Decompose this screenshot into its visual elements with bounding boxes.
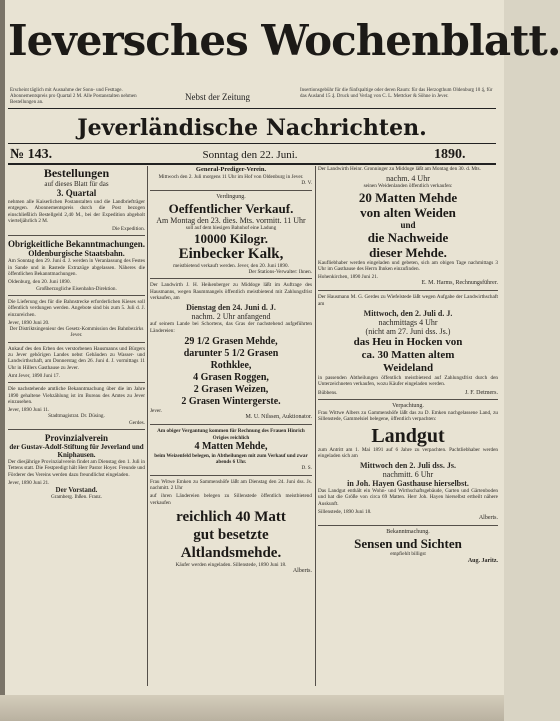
heu-when: Dienstag den 24. Juni d. J. xyxy=(186,303,276,313)
bahn-office: Der Distriktsingenieur des Gesetz-Kommission des Bahnbezirks Jever. xyxy=(9,326,144,339)
bauer-note: (nicht am 27. Juni dss. Js.) xyxy=(365,327,451,337)
verkauf-title: Oeffentlicher Verkauf. xyxy=(168,200,294,216)
gronn-body: Der Landwirth Heinr. Gronninger zu Middoge läßt am Montag den 30. d. Mts. xyxy=(318,166,481,172)
bauer-body: Der Hausmann M. G. Gerdes zu Wiefelstede läßt wegen Aufgabe der Landwirthschaft am xyxy=(318,294,498,307)
verkauf-body: soll auf dem hiesigen Bahnhof eine Ladung xyxy=(185,224,277,231)
emsen-big: Altlandsmehde. xyxy=(180,544,282,561)
provinz-body: Der diesjährige Provinzialverein findet am Dienstag den 1. Juli in Tettens statt. Die Festpredigt hält Herr Pastor Hoyer. Freunde und Förderer des Vereins werden dazu freundlichst eingeladen. xyxy=(8,459,145,478)
provinz-names: Gramberg. Ihßen. Franz. xyxy=(50,494,103,501)
separator xyxy=(318,290,498,291)
separator xyxy=(8,429,145,430)
issue-year: 1890. xyxy=(434,147,466,162)
bekannt-body: empfiehlt billigst xyxy=(390,551,426,558)
verpacht-when: Mittwoch den 2. Juli dss. Js. xyxy=(359,461,456,471)
naechste-signature: D. S. xyxy=(301,465,312,472)
verpacht-place: in Joh. Hayen Gasthause hierselbst. xyxy=(347,479,469,489)
gronn-body2: seinen Weidenlanden öffentlich verkaufen: xyxy=(363,183,453,190)
emsen-body: Frau Witwe Emken zu Sammenshöfe läßt am Dienstag den 24. Juni dss. Js. nachmitt. 2 Uhr xyxy=(150,478,312,492)
separator xyxy=(318,525,498,526)
provinz-subtitle: der Gustav-Adolf-Stiftung für Jeverland und Kniphausen. xyxy=(9,443,144,460)
bekannt-title: Bekanntmachung. xyxy=(386,529,430,536)
gronn-time: nachm. 4 Uhr xyxy=(386,174,430,184)
separator xyxy=(8,342,145,343)
heu-body2: auf seinem Lande bei Schortens, das Gras der nachstehend aufgeführten Ländereien: xyxy=(150,321,312,334)
emsen-tail: Käufer werden eingeladen. Sillenstede, 1890 Juni 18. xyxy=(175,561,287,568)
naechste-tail: beim Weizenfeld belegen, in Abtheilungen mit zum Verkauf und zwar abends 6 Uhr. xyxy=(154,452,308,466)
verpacht-body2: zum Antritt am 1. Mai 1891 auf 6 Jahre zu verpachten. Pachtliebhaber werden eingeladen sich am xyxy=(318,446,498,459)
column-2 xyxy=(150,166,312,686)
masthead-subtitle: Jeverländische Nachrichten. xyxy=(77,115,427,141)
verein-body: Mittwoch den 2. Juli morgens 11 Uhr im Hof von Oldenburg in Jever. xyxy=(158,174,304,180)
bestellungen-lead: auf dieses Blatt für das xyxy=(44,180,109,188)
verein-signature: D. V. xyxy=(301,180,312,187)
heu-time: nachm. 2 Uhr anfangend xyxy=(191,312,271,322)
issue-rule-top xyxy=(8,143,496,144)
gronn-big: 20 Matten Mehde xyxy=(358,189,458,205)
publish-body: Die nachstehende amtliche Bekanntmachung über die im Jahre 1890 gehaltene Viehzählung ist im Bureau des Amtes zu Jever einzusehen. xyxy=(8,386,145,405)
gronn-big: und xyxy=(400,219,416,230)
verpacht-time: nachmitt. 6 Uhr xyxy=(382,470,434,480)
publish-office: Stadtmagistrat. Dr. Düsing. xyxy=(48,413,105,420)
separator xyxy=(8,235,145,236)
obrig-subtitle: Oldenburgische Staatsbahn. xyxy=(28,249,125,259)
heu-signature: M. U. Nilssen, Auktionator. xyxy=(245,414,312,421)
gronn-signature: E. M. Harms, Rechnungsführer. xyxy=(421,280,498,287)
bekannt-big: Sensen und Sichten xyxy=(354,536,462,552)
bestellungen-quarter: 3. Quartal xyxy=(56,188,97,198)
heu-line: Rothklee, xyxy=(210,359,252,371)
auction-body: Ankauf des den Erben des verstorbenen Hausmanns und Bürgers zu Jever gehörigen Landes nebst Gebäuden zu Wasser- und Landwirthschaft, am Donnerstag den 26. Juni d. J. vormittags 11 Uhr in Hillers Gasthause zu Jever. xyxy=(8,345,145,371)
verdingung: Verdingung. xyxy=(216,193,246,200)
column-divider xyxy=(315,166,316,686)
verpacht-body3: Das Landgut enthält ein Wohn- und Wirthschaftsgebäude, Garten und Gärtenboden und hat die Größe von circa 69 Matten. Herr Joh. Hayen hierselbst ertheilt nähere Auskunft. xyxy=(318,488,498,507)
page-bottom-edge xyxy=(0,695,504,721)
verkauf-amount: 10000 Kilogr. xyxy=(194,230,268,246)
page-binding-edge xyxy=(0,0,5,721)
heu-line: 4 Grasen Roggen, xyxy=(193,371,269,383)
provinz-office: Der Vorstand. xyxy=(55,486,98,495)
auction-signature: Amt Jever, 1890 Juni 17. xyxy=(8,372,60,379)
masthead-nebst: Nebst der Zeitung xyxy=(185,92,250,102)
masthead-left-note: Erscheint täglich mit Ausnahme der Sonn- und Festtage. Abonnementspreis pro Quartal 2 M. Alle Postanstalten nehmen Bestellungen an. xyxy=(10,88,137,105)
verpacht-date: Sillenstede, 1890 Juni 18. xyxy=(318,509,372,516)
bauer-place: Bübbens. xyxy=(318,389,338,396)
obrig-signature: Großherzogliche Eisenbahn-Direktion. xyxy=(36,285,117,292)
verpacht-title: Verpachtung. xyxy=(392,402,424,409)
bauer-time: nachmittags 4 Uhr xyxy=(378,318,438,328)
separator xyxy=(8,295,145,296)
gronn-big: von alten Weiden xyxy=(360,204,456,220)
verkauf-tail: meistbietend verkauft werden. Jever, den 20. Juni 1890. xyxy=(173,262,289,269)
obrig-body: Am Sonntag den 29. Juni d. J. werden in Veranlassung des Festes in Sande und in Rastede Extrazüge abgelassen. Näheres die öffentlichen Bekanntmachungen. xyxy=(8,258,145,278)
gronn-body3: Kaufliebhaber werden eingeladen und gebeten, sich am obigen Tage nachmittags 3 Uhr im Gasthause des Herrn Ihnken einzufinden. xyxy=(318,259,498,272)
verpacht-big: Landgut xyxy=(371,424,445,447)
verkauf-signature: Der Stations-Verwalter: Ihnen. xyxy=(248,269,312,276)
verpacht-body: Frau Wittwe Albers zu Gammenshöfe läßt das zu D. Emken nachgelassene Land, zu Sillenstede, Gammelsiel belegene, öffentlich verpachten: xyxy=(318,409,498,423)
masthead-title: Ieversches Wochenblatt. xyxy=(8,16,560,65)
heu-line: 2 Grasen Weizen, xyxy=(193,383,269,395)
emsen-big: reichlich 40 Matt xyxy=(176,508,286,525)
issue-date: Sonntag den 22. Juni. xyxy=(202,149,298,161)
obrig-date: Oldenburg, den 20. Juni 1890. xyxy=(8,279,71,286)
bauer-when: Mittwoch, den 2. Juli d. J. xyxy=(363,309,453,319)
provinz-title: Provinzialverein xyxy=(44,433,109,444)
bauer-body2: in passenden Abtheilungen öffentlich meistbietend auf Zahlungsfrist durch den Unterzeichneten verkaufen, wozu Käufer eingeladen werden. xyxy=(318,375,498,388)
verpacht-signature: Alberts. xyxy=(478,515,498,522)
provinz-signature: Jever, 1890 Juni 21. xyxy=(8,479,50,486)
separator xyxy=(8,382,145,383)
bauer-big: das Heu in Hocken von xyxy=(353,336,463,349)
separator xyxy=(150,424,312,425)
column-1 xyxy=(8,166,145,686)
bestellungen-signature: Die Expedition. xyxy=(112,226,145,233)
separator xyxy=(150,278,312,279)
issue-number: № 143. xyxy=(10,147,53,162)
gronn-big: die Nachweide xyxy=(367,229,449,245)
verkauf-item: Einbecker Kalk, xyxy=(178,245,284,262)
bauer-footer xyxy=(318,390,498,396)
heu-body: Der Landwirth J. H. Heikenberger zu Middoge läßt im Auftrage des Hausmanns, wegen Raummangels öffentlich meistbietend mit Zahlungsfrist verkaufen, am xyxy=(150,282,312,302)
heu-line: 29 1/2 Grasen Mehde, xyxy=(184,335,278,347)
column-divider xyxy=(147,166,148,686)
bauer-big: Weideland xyxy=(382,362,434,375)
separator xyxy=(150,190,312,191)
naechste-amount: 4 Matten Mehde, xyxy=(194,440,268,452)
publish-signature: Jever, 1890 Juni 11. xyxy=(8,407,50,414)
separator xyxy=(150,475,312,476)
bahn-signature: Jever, 1890 Juni 20. xyxy=(8,319,50,326)
emsen-signature: Alberts. xyxy=(292,568,312,575)
gronn-big: dieser Mehde. xyxy=(369,244,447,260)
heu-line: 2 Grasen Wintergerste. xyxy=(181,395,281,407)
publish-gerdes: Gerdes. xyxy=(129,419,145,426)
bahn-body: Die Lieferung des für die Bahnstrecke erforderlichen Kieses soll öffentlich verdungen werden. Angebote sind bis zum 5. Juli d. J. einzureichen. xyxy=(8,298,145,318)
emsen-body2: auf ihren Ländereien belegen zu Sillenstede öffentlich meistbietend verkaufen xyxy=(150,493,312,506)
bauer-big: ca. 30 Matten altem xyxy=(361,349,455,362)
masthead-rule xyxy=(8,108,496,109)
issue-rule-bottom xyxy=(8,163,496,165)
gronn-date: Hohenkirchen, 1890 Juni 21. xyxy=(318,274,379,281)
verein-title: General-Prediger-Verein. xyxy=(195,166,267,173)
emsen-big: gut besetzte xyxy=(193,526,269,543)
bestellungen-body: nehmen alle Kaiserlichen Postanstalten und die Landbriefträger entgegen. Abonnementspreis durch die Post bezogen einschließlich Bestellgeld 2,40 M., bei der Expedition abgeholt vierteljährlich 2 M. xyxy=(8,199,145,224)
verkauf-when: Am Montag den 23. dies. Mts. vormitt. 11 Uhr xyxy=(156,215,306,225)
bestellungen-title: Bestellungen xyxy=(43,166,110,180)
bekannt-signature: Aug. Jaritz. xyxy=(467,557,498,564)
bauer-signature: J. F. Detmers. xyxy=(464,389,498,396)
separator xyxy=(318,399,498,400)
column-3 xyxy=(318,166,498,686)
masthead-right-note: Insertionsgebühr für die fünfspaltige oder deren Raum: für das Herzogthum Oldenburg 10 ₰, für das Ausland 15 ₰. Druck und Verlag von C. L. Mettcker & Söhne in Jever. xyxy=(300,88,493,99)
naechste-body: Am obiger Vergantung kommen für Rechnung des Frauen Hinrich Origies reichlich xyxy=(157,428,305,441)
heu-place: Jever. xyxy=(150,407,162,414)
obrig-title: Obrigkeitliche Bekanntmachungen. xyxy=(8,239,146,250)
heu-line: darunter 5 1/2 Grasen xyxy=(183,347,279,359)
